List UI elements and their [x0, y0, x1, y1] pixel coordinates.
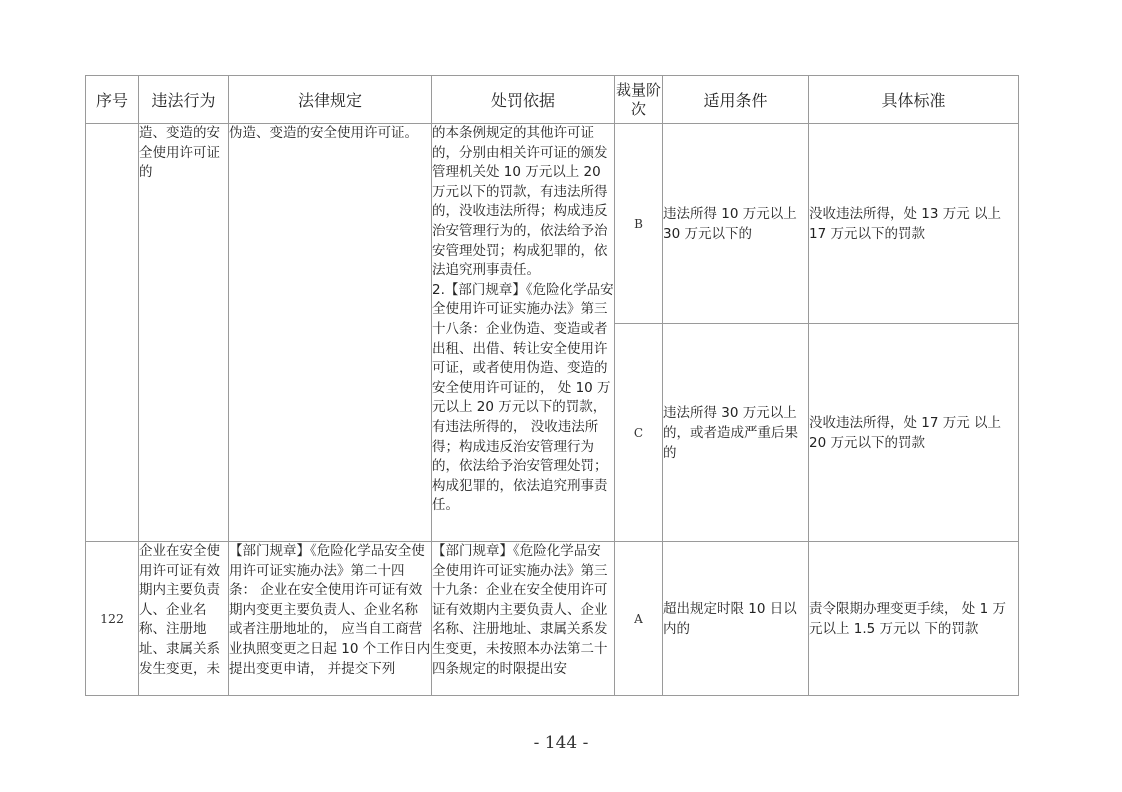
header-seq: 序号: [86, 76, 139, 124]
row2-behavior: 企业在安全使用许可证有效期内主要负责人、企业名称、注册地址、隶属关系发生变更，未: [139, 542, 229, 696]
penalty-table: [85, 75, 1019, 696]
table-row: [86, 124, 1019, 324]
row1-behavior: 造、变造的安全使用许可证的: [139, 124, 229, 542]
row1-seq-cell: [86, 124, 139, 542]
row1-basis: [432, 124, 615, 542]
row1-condition-b: 违法所得 10 万元以上 30 万元以下的: [663, 124, 809, 324]
row2-seq: 122: [86, 542, 139, 696]
header-basis: 处罚依据: [432, 76, 615, 124]
row2-condition: 超出规定时限 10 日以内的: [663, 542, 809, 696]
row1-level-c: C: [615, 324, 663, 542]
page-number: - 144 -: [533, 733, 589, 753]
row1-standard-c: 没收违法所得，处 17 万元 以上 20 万元以下的罚款: [809, 324, 1019, 542]
header-law: 法律规定: [229, 76, 432, 124]
row1-law: 伪造、变造的安全使用许可证。: [229, 124, 432, 542]
row1-basis-paragraph-1: 的本条例规定的其他许可证的，分别由相关许可证的颁发管理机关处 10 万元以上 20 万元以下的罚款，有违法所得的，没收违法所得；构成违反治安管理行为的，依法给予治安管理处罚；构成犯罪的，依法追究刑事责任。: [432, 125, 608, 279]
header-behavior: 违法行为: [139, 76, 229, 124]
row2-standard: 责令限期办理变更手续， 处 1 万元以上 1.5 万元以 下的罚款: [809, 542, 1019, 696]
header-row: [86, 76, 1019, 124]
header-condition: 适用条件: [663, 76, 809, 124]
row1-basis-paragraph-2: 2.【部门规章】《危险化学品安全使用许可证实施办法》第三十八条：企业伪造、变造或者出租、出借、转让安全使用许可证，或者使用伪造、变造的安全使用许可证的， 处 10 万元以上 20 万元以下的罚款，有违法所得的， 没收违法所得；构成违反治安管理行为的，依法给予治安管理处罚；构成犯罪的，依法追究刑事责任。: [432, 281, 614, 514]
row2-law: 【部门规章】《危险化学品安全使用许可证实施办法》第二十四条： 企业在安全使用许可证有效期内变更主要负责人、企业名称或者注册地址的， 应当自工商营业执照变更之日起 10 个工作日内提出变更申请， 并提交下列: [229, 542, 432, 696]
header-level: 裁量阶次: [615, 76, 663, 124]
row1-standard-b: 没收违法所得，处 13 万元 以上 17 万元以下的罚款: [809, 124, 1019, 324]
row2-level: A: [615, 542, 663, 696]
row1-condition-c: 违法所得 30 万元以上的，或者造成严重后果的: [663, 324, 809, 542]
row2-basis: 【部门规章】《危险化学品安全使用许可证实施办法》第三十九条：企业在安全使用许可证有效期内主要负责人、企业名称、注册地址、隶属关系发生变更，未按照本办法第二十四条规定的时限提出安: [432, 542, 615, 696]
header-standard: 具体标准: [809, 76, 1019, 124]
row1-level-b: B: [615, 124, 663, 324]
table-row: [86, 542, 1019, 696]
